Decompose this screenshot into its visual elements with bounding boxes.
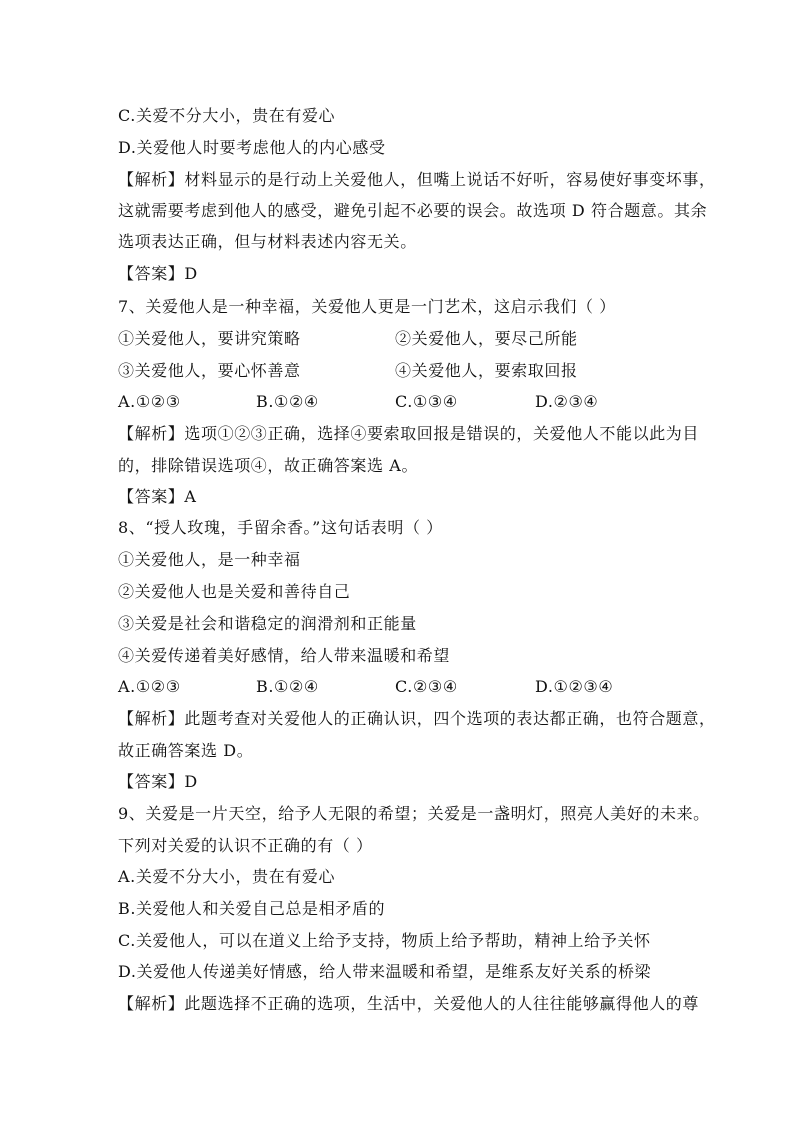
q7-analysis-line-1: 【解析】选项①②③正确，选择④要索取回报是错误的，关爱他人不能以此为目 bbox=[118, 424, 700, 443]
q6-analysis-line-3: 选项表达正确，但与材料表述内容无关。 bbox=[118, 232, 417, 251]
q7-item-1: ①关爱他人，要讲究策略 bbox=[118, 329, 301, 348]
q8-answer: 【答案】D bbox=[118, 772, 198, 791]
q7-choice-c: C.①③④ bbox=[395, 392, 458, 411]
q6-option-c: C.关爱不分大小，贵在有爱心 bbox=[118, 106, 336, 125]
q7-item-3: ③关爱他人，要心怀善意 bbox=[118, 361, 301, 380]
q9-option-b: B.关爱他人和关爱自己总是相矛盾的 bbox=[118, 899, 386, 918]
q6-analysis-line-1: 【解析】材料显示的是行动上关爱他人，但嘴上说话不好听，容易使好事变坏事， bbox=[118, 170, 716, 189]
q7-item-2: ②关爱他人，要尽己所能 bbox=[395, 329, 578, 348]
q8-item-4: ④关爱传递着美好感情，给人带来温暖和希望 bbox=[118, 646, 451, 665]
q8-choice-b: B.①②④ bbox=[256, 677, 319, 696]
q8-item-1: ①关爱他人，是一种幸福 bbox=[118, 550, 301, 569]
q7-choice-a: A.①②③ bbox=[118, 392, 181, 411]
q9-option-c: C.关爱他人，可以在道义上给予支持，物质上给予帮助，精神上给予关怀 bbox=[118, 931, 651, 950]
q7-item-4: ④关爱他人，要索取回报 bbox=[395, 361, 578, 380]
q7-choice-b: B.①②④ bbox=[256, 392, 319, 411]
q9-option-d: D.关爱他人传递美好情感，给人带来温暖和希望，是维系友好关系的桥梁 bbox=[118, 962, 652, 981]
q8-choice-d: D.①②③④ bbox=[535, 677, 614, 696]
q8-stem: 8、“授人玫瑰，手留余香。”这句话表明（ ） bbox=[118, 518, 443, 537]
q9-stem-line-1: 9、关爱是一片天空，给予人无限的希望；关爱是一盏明灯，照亮人美好的未来。 bbox=[118, 804, 710, 823]
q8-analysis-line-2: 故正确答案选 D。 bbox=[118, 741, 254, 760]
q8-item-2: ②关爱他人也是关爱和善待自己 bbox=[118, 582, 351, 601]
q6-answer: 【答案】D bbox=[118, 264, 198, 283]
q7-analysis-line-2: 的，排除错误选项④，故正确答案选 A。 bbox=[118, 456, 419, 475]
q8-choice-c: C.②③④ bbox=[395, 677, 458, 696]
q9-option-a: A.关爱不分大小，贵在有爱心 bbox=[118, 867, 336, 886]
q9-stem-line-2: 下列对关爱的认识不正确的有（ ） bbox=[118, 836, 373, 855]
q8-analysis-line-1: 【解析】此题考查对关爱他人的正确认识，四个选项的表达都正确，也符合题意， bbox=[118, 709, 716, 728]
q7-choice-d: D.②③④ bbox=[535, 392, 599, 411]
q6-option-d: D.关爱他人时要考虑他人的内心感受 bbox=[118, 138, 386, 157]
q8-item-3: ③关爱是社会和谐稳定的润滑剂和正能量 bbox=[118, 614, 417, 633]
q9-analysis-line-1: 【解析】此题选择不正确的选项，生活中，关爱他人的人往往能够赢得他人的尊 bbox=[118, 994, 700, 1013]
q7-answer: 【答案】A bbox=[118, 487, 197, 506]
q6-analysis-line-2: 这就需要考虑到他人的感受，避免引起不必要的误会。故选项 D 符合题意。其余 bbox=[118, 201, 708, 220]
q7-stem: 7、关爱他人是一种幸福，关爱他人更是一门艺术，这启示我们（ ） bbox=[118, 297, 616, 316]
q8-choice-a: A.①②③ bbox=[118, 677, 181, 696]
